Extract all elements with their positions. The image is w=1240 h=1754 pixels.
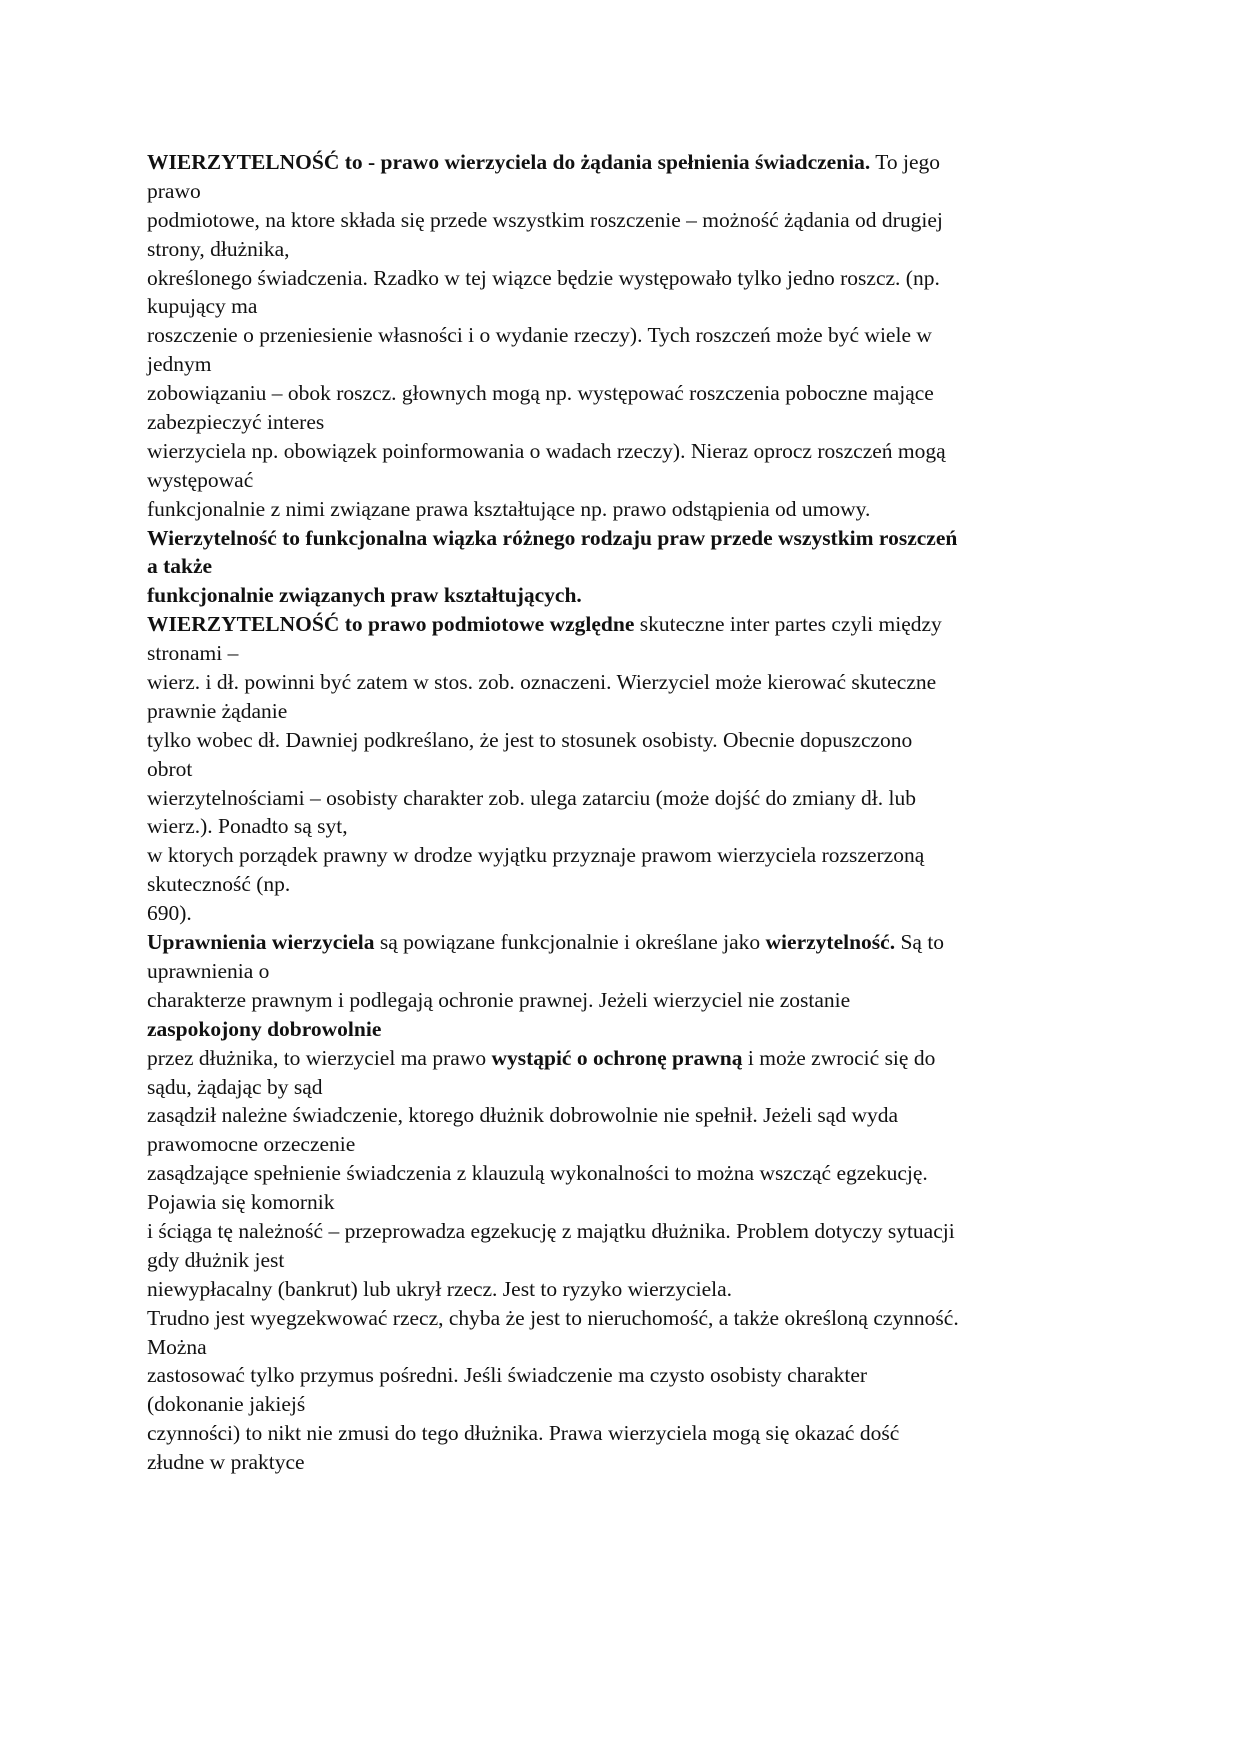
text-line bbox=[147, 264, 1097, 293]
bold-text-run: Uprawnienia wierzyciela bbox=[147, 930, 375, 955]
text-line bbox=[147, 928, 1097, 957]
bold-text-run: Wierzytelność to funkcjonalna wiązka różnego rodzaju praw przede wszystkim roszczeń bbox=[147, 525, 958, 550]
text-line bbox=[147, 148, 1097, 177]
text-run: skuteczność (np. bbox=[147, 872, 291, 897]
bold-text-run: wystąpić o ochronę prawną bbox=[491, 1045, 743, 1070]
text-run: wierz.). Ponadto są syt, bbox=[147, 814, 348, 839]
text-run: kupujący ma bbox=[147, 294, 258, 319]
text-line bbox=[147, 466, 1097, 495]
text-line bbox=[147, 870, 1097, 899]
text-run: prawo bbox=[147, 178, 201, 203]
text-line bbox=[147, 957, 1097, 986]
text-run: wierzytelnościami – osobisty charakter zob. ulega zatarciu (może dojść do zmiany dł. lub bbox=[147, 785, 916, 810]
text-line bbox=[147, 292, 1097, 321]
text-run: zasądził należne świadczenie, ktorego dłużnik dobrowolnie nie spełnił. Jeżeli sąd wyda bbox=[147, 1103, 899, 1128]
text-run: uprawnienia o bbox=[147, 958, 270, 983]
text-run: określonego świadczenia. Rzadko w tej wiązce będzie występowało tylko jedno roszcz. (np. bbox=[147, 265, 940, 290]
text-line bbox=[147, 1304, 1097, 1333]
text-line bbox=[147, 755, 1097, 784]
text-run: przez dłużnika, to wierzyciel ma prawo bbox=[147, 1045, 492, 1070]
text-line bbox=[147, 1044, 1097, 1073]
text-line bbox=[147, 697, 1097, 726]
bold-text-run: funkcjonalnie związanych praw kształtujących. bbox=[147, 583, 582, 608]
text-line bbox=[147, 841, 1097, 870]
text-line bbox=[147, 1246, 1097, 1275]
text-run: tylko wobec dł. Dawniej podkreślano, że jest to stosunek osobisty. Obecnie dopuszczono bbox=[147, 727, 913, 752]
text-line bbox=[147, 1130, 1097, 1159]
text-line bbox=[147, 235, 1097, 264]
text-line bbox=[147, 610, 1097, 639]
text-run: zobowiązaniu – obok roszcz. głownych mogą np. występować roszczenia poboczne mające bbox=[147, 381, 934, 406]
text-line bbox=[147, 1333, 1097, 1362]
text-run: roszczenie o przeniesienie własności i o wydanie rzeczy). Tych roszczeń może być wiele w bbox=[147, 323, 932, 348]
text-line bbox=[147, 726, 1097, 755]
text-run: prawnie żądanie bbox=[147, 698, 288, 723]
bold-text-run: WIERZYTELNOŚĆ to prawo podmiotowe względne bbox=[147, 612, 635, 637]
text-line bbox=[147, 552, 1097, 581]
text-run: zasądzające spełnienie świadczenia z klauzulą wykonalności to można wszcząć egzekucję. bbox=[147, 1161, 928, 1186]
text-run: w ktorych porządek prawny w drodze wyjątku przyznaje prawom wierzyciela rozszerzoną bbox=[147, 843, 925, 868]
bold-text-run: zaspokojony dobrowolnie bbox=[147, 1016, 382, 1041]
text-line bbox=[147, 1448, 1097, 1477]
bold-text-run: a także bbox=[147, 554, 213, 579]
text-line bbox=[147, 206, 1097, 235]
bold-text-run: WIERZYTELNOŚĆ to - prawo wierzyciela do żądania spełnienia świadczenia. bbox=[147, 150, 871, 174]
text-line bbox=[147, 1015, 1097, 1044]
text-line bbox=[147, 899, 1097, 928]
document-body-text bbox=[147, 148, 1097, 1477]
text-run: strony, dłużnika, bbox=[147, 236, 290, 261]
text-line bbox=[147, 1361, 1097, 1390]
text-run: Są to bbox=[895, 930, 945, 955]
text-line bbox=[147, 1275, 1097, 1304]
text-run: jednym bbox=[147, 352, 212, 377]
text-line bbox=[147, 350, 1097, 379]
text-run: i może zwrocić się do bbox=[742, 1045, 936, 1070]
text-run: Można bbox=[147, 1334, 207, 1359]
text-run: niewypłacalny (bankrut) lub ukrył rzecz. Jest to ryzyko wierzyciela. bbox=[147, 1276, 733, 1301]
text-run: (dokonanie jakiejś bbox=[147, 1392, 306, 1417]
text-line bbox=[147, 1217, 1097, 1246]
text-line bbox=[147, 639, 1097, 668]
text-run: i ściąga tę należność – przeprowadza egzekucję z majątku dłużnika. Problem dotyczy sytuacji bbox=[147, 1218, 955, 1243]
text-run: funkcjonalnie z nimi związane prawa kształtujące np. prawo odstąpienia od umowy. bbox=[147, 496, 871, 521]
text-run: zabezpieczyć interes bbox=[147, 410, 325, 435]
text-run: czynności) to nikt nie zmusi do tego dłużnika. Prawa wierzyciela mogą się okazać dość bbox=[147, 1421, 900, 1446]
text-line bbox=[147, 177, 1097, 206]
text-line bbox=[147, 1188, 1097, 1217]
text-run: wierz. i dł. powinni być zatem w stos. zob. oznaczeni. Wierzyciel może kierować skuteczne bbox=[147, 670, 937, 695]
text-run: są powiązane funkcjonalnie i określane jako bbox=[374, 930, 766, 955]
text-run: prawomocne orzeczenie bbox=[147, 1132, 356, 1157]
text-run: charakterze prawnym i podlegają ochronie prawnej. Jeżeli wierzyciel nie zostanie bbox=[147, 987, 851, 1012]
text-run: podmiotowe, na ktore składa się przede wszystkim roszczenie – możność żądania od drugiej bbox=[147, 207, 943, 232]
text-run: skuteczne inter partes czyli między bbox=[634, 612, 942, 637]
text-run: 690). bbox=[147, 901, 192, 926]
bold-text-run: wierzytelność. bbox=[765, 930, 896, 955]
text-run: Pojawia się komornik bbox=[147, 1190, 335, 1215]
text-run: Trudno jest wyegzekwować rzecz, chyba że jest to nieruchomość, a także określoną czynność. bbox=[147, 1305, 959, 1330]
text-run: obrot bbox=[147, 756, 193, 781]
text-run: zastosować tylko przymus pośredni. Jeśli świadczenie ma czysto osobisty charakter bbox=[147, 1363, 868, 1388]
text-run: występować bbox=[147, 467, 254, 492]
text-line bbox=[147, 1073, 1097, 1102]
text-line bbox=[147, 812, 1097, 841]
text-line bbox=[147, 784, 1097, 813]
text-line bbox=[147, 1101, 1097, 1130]
text-line bbox=[147, 1159, 1097, 1188]
text-line bbox=[147, 581, 1097, 610]
text-run: stronami – bbox=[147, 641, 239, 666]
text-run: To jego bbox=[870, 150, 941, 174]
text-line bbox=[147, 524, 1097, 553]
text-line bbox=[147, 437, 1097, 466]
text-line bbox=[147, 495, 1097, 524]
text-line bbox=[147, 321, 1097, 350]
text-run: gdy dłużnik jest bbox=[147, 1247, 285, 1272]
text-line bbox=[147, 408, 1097, 437]
text-run: wierzyciela np. obowiązek poinformowania o wadach rzeczy). Nieraz oprocz roszczeń mogą bbox=[147, 438, 946, 463]
text-run: złudne w praktyce bbox=[147, 1450, 305, 1475]
text-line bbox=[147, 379, 1097, 408]
text-line bbox=[147, 1419, 1097, 1448]
text-line bbox=[147, 668, 1097, 697]
text-run: sądu, żądając by sąd bbox=[147, 1074, 323, 1099]
text-line bbox=[147, 986, 1097, 1015]
text-line bbox=[147, 1390, 1097, 1419]
